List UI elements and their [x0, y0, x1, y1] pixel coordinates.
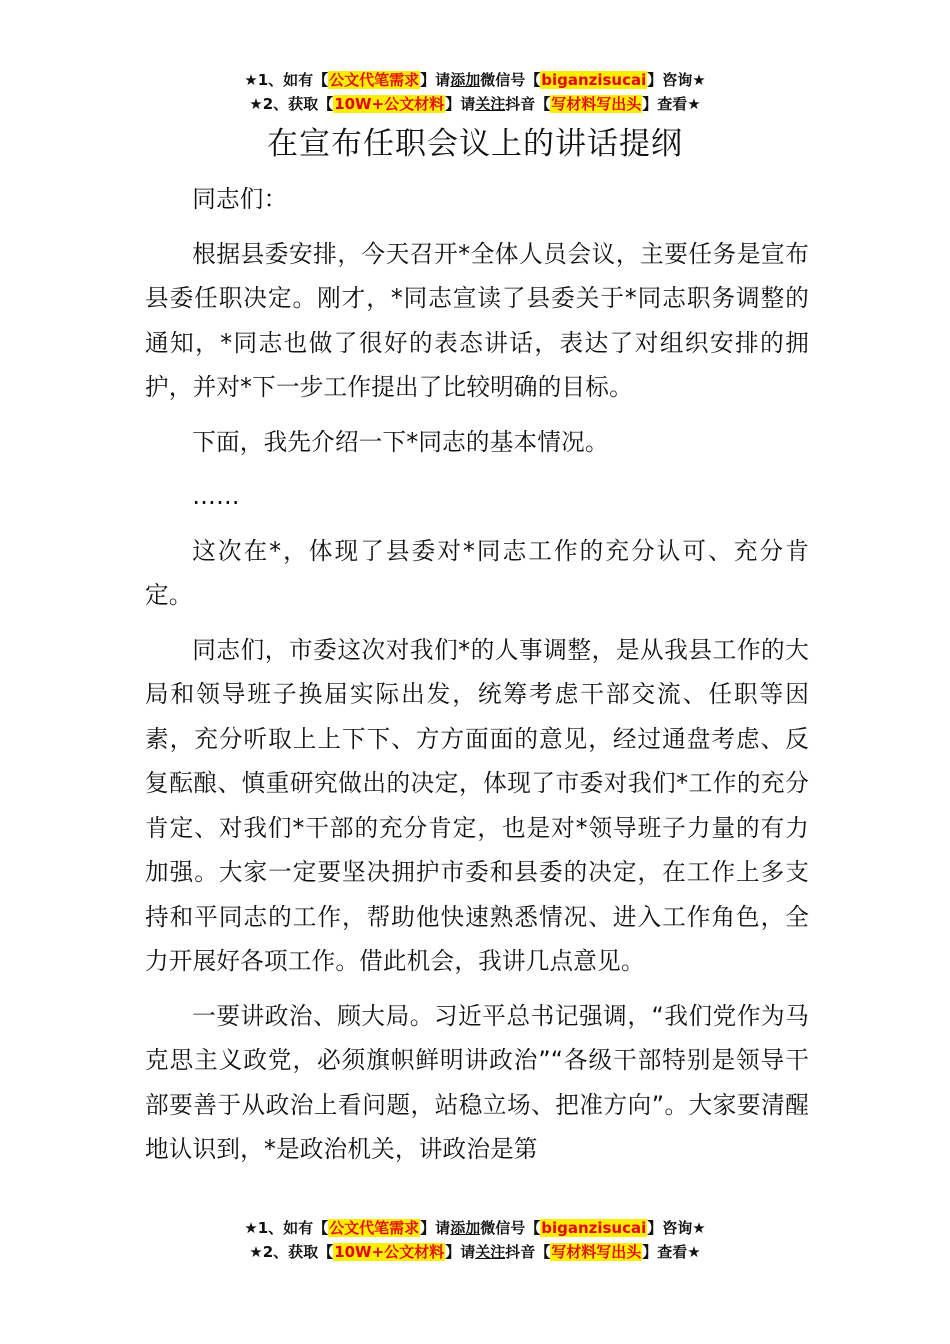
highlight-service: 公文代笔需求: [329, 71, 420, 89]
highlight-materials: 10W+公文材料: [334, 95, 445, 113]
highlight-materials: 10W+公文材料: [334, 1243, 445, 1261]
notice-line-2: ★2、获取【10W+公文材料】请关注抖音【写材料写出头】查看★: [249, 95, 701, 113]
footer-notice: [0, 1216, 950, 1264]
header-notice: [0, 68, 950, 116]
document-body: [145, 177, 809, 1182]
notice-line-1: ★1、如有【公文代笔需求】请添加微信号【biganzisucai】咨询★: [244, 71, 706, 89]
paragraph: 同志们，市委这次对我们*的人事调整，是从我县工作的大局和领导班子换届实际出发，统筹考虑干部交流、任职等因素，充分听取上上下下、方方面面的意见，经过通盘考虑、反复酝酿、慎重研究做出的决定，体现了市委对我们*工作的充分肯定、对我们*干部的充分肯定，也是对*领导班子力量的有力加强。大家一定要坚决拥护市委和县委的决定，在工作上多支持和平同志的工作，帮助他快速熟悉情况、进入工作角色，全力开展好各项工作。借此机会，我讲几点意见。: [145, 635, 809, 975]
page-title: 在宣布任职会议上的讲话提纲: [267, 126, 683, 162]
paragraph: 这次在*，体现了县委对*同志工作的充分认可、充分肯定。: [145, 536, 809, 609]
highlight-service: 公文代笔需求: [329, 1219, 420, 1237]
highlight-wechat-id: biganzisucai: [541, 1219, 647, 1237]
paragraph: 同志们：: [192, 185, 288, 213]
notice-line-1: ★1、如有【公文代笔需求】请添加微信号【biganzisucai】咨询★: [244, 1219, 706, 1237]
highlight-wechat-id: biganzisucai: [541, 71, 647, 89]
highlight-douyin: 写材料写出头: [551, 95, 642, 113]
notice-line-2: ★2、获取【10W+公文材料】请关注抖音【写材料写出头】查看★: [249, 1243, 701, 1261]
paragraph: 根据县委安排，今天召开*全体人员会议，主要任务是宣布县委任职决定。刚才，*同志宣读了县委关于*同志职务调整的通知，*同志也做了很好的表态讲话，表达了对组织安排的拥护，并对*下一步工作提出了比较明确的目标。: [145, 239, 809, 401]
paragraph: 一要讲政治、顾大局。习近平总书记强调，“我们党作为马克思主义政党，必须旗帜鲜明讲政治”“各级干部特别是领导干部要善于从政治上看问题，站稳立场、把准方向”。大家要清醒地认识到，*是政治机关，讲政治是第: [145, 1001, 809, 1163]
paragraph: 下面，我先介绍一下*同志的基本情况。: [192, 427, 609, 456]
highlight-douyin: 写材料写出头: [551, 1243, 642, 1261]
paragraph: ……: [192, 482, 240, 510]
